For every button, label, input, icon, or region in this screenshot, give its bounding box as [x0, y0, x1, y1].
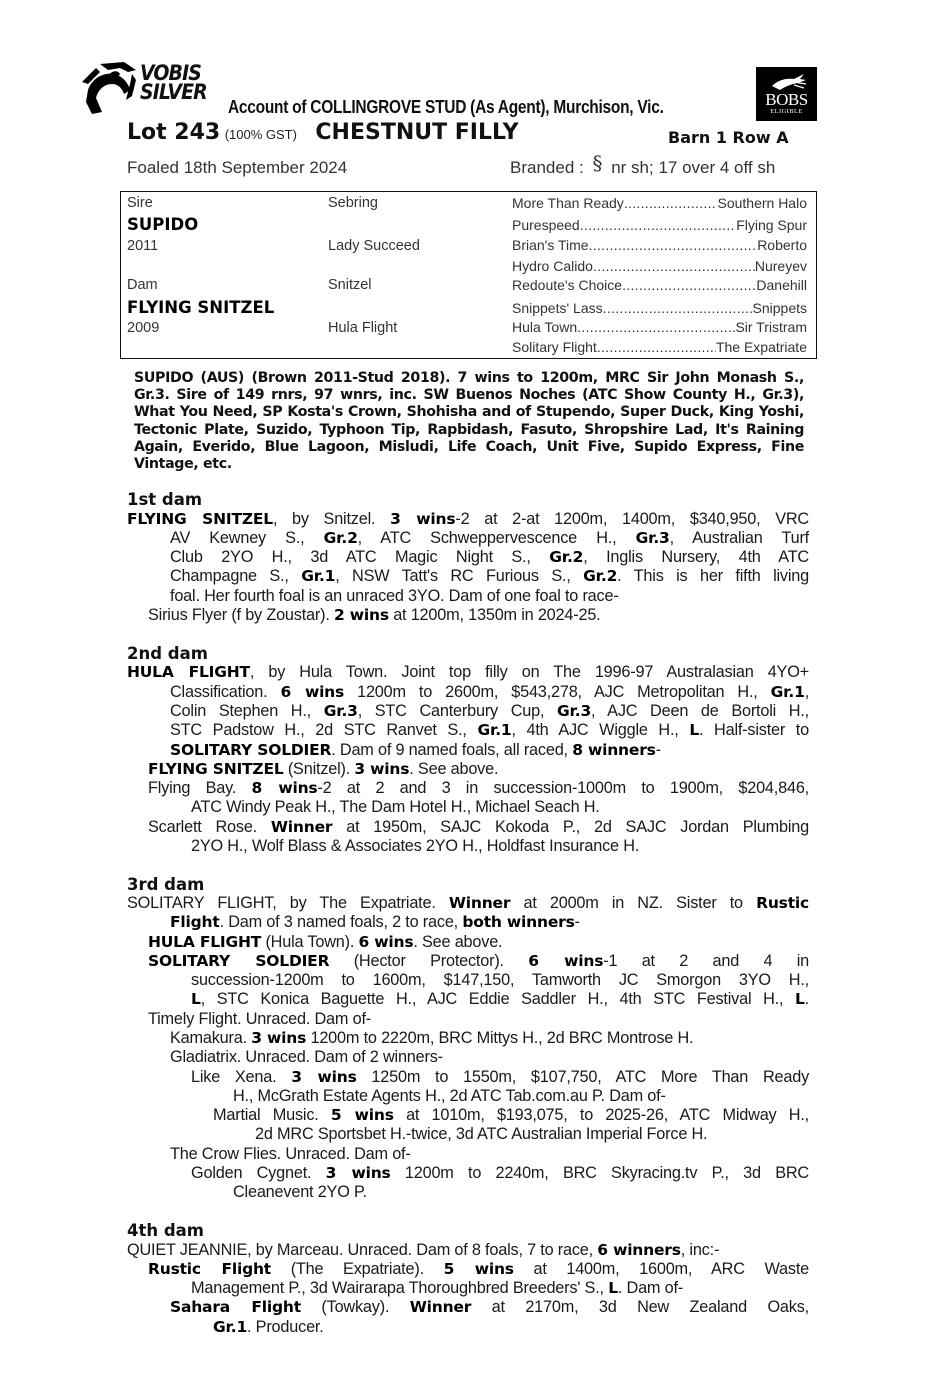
- grandparent-row: [512, 258, 807, 274]
- pedigree-line: Sahara Flight (Towkay). Winner at 2170m, 3d New Zealand Oaks,: [170, 1298, 809, 1316]
- brand-line-2: SILVER: [140, 80, 207, 104]
- dam-dam: Hula Flight: [328, 320, 398, 336]
- gg-right: Roberto: [757, 237, 807, 253]
- first-dam-heading: 1st dam: [127, 490, 203, 509]
- jockey-horse-icon: [78, 60, 140, 116]
- sire-name: SUPIDO: [127, 215, 199, 234]
- dam-label: Dam: [127, 277, 158, 293]
- gg-right: The Expatriate: [715, 339, 807, 355]
- barn-location: Barn 1 Row A: [668, 128, 789, 147]
- grandparent-row: [512, 195, 807, 211]
- pedigree-line: Gr.1. Producer.: [213, 1318, 324, 1336]
- pedigree-line: QUIET JEANNIE, by Marceau. Unraced. Dam of 8 foals, 7 to race, 6 winners, inc:-: [127, 1241, 720, 1259]
- pedigree-line: HULA FLIGHT (Hula Town). 6 wins. See above.: [148, 933, 503, 951]
- horse-description: CHESTNUT FILLY: [315, 120, 519, 145]
- sire-dam: Lady Succeed: [328, 238, 420, 254]
- pedigree-line: Flying Bay. 8 wins-2 at 2 and 3 in succession-1000m to 1900m, $204,846,: [148, 779, 809, 797]
- leader-dots: [577, 319, 735, 335]
- brand-line-1: VOBIS: [140, 61, 201, 85]
- lot-title-line: [127, 120, 519, 145]
- bobs-text: BOBS: [765, 90, 808, 109]
- branded-value: nr sh; 17 over 4 off sh: [611, 158, 776, 177]
- gg-left: Brian's Time: [512, 237, 589, 253]
- grandparent-row: [512, 300, 807, 316]
- third-dam-heading: 3rd dam: [127, 875, 205, 894]
- gg-left: Snippets' Lass: [512, 300, 603, 316]
- dam-sire: Snitzel: [328, 277, 372, 293]
- pedigree-line: succession-1200m to 1600m, $147,150, Tamworth JC Smorgon 3YO H.,: [191, 971, 809, 989]
- foaled-date: Foaled 18th September 2024: [127, 158, 348, 177]
- running-horse-icon: [768, 70, 808, 92]
- pedigree-line: foal. Her fourth foal is an unraced 3YO. Dam of one foal to race-: [170, 587, 619, 605]
- gst-note: (100% GST): [224, 127, 297, 142]
- pedigree-table: [120, 191, 817, 359]
- vendor-account: Account of COLLINGROVE STUD (As Agent), Murchison, Vic.: [228, 97, 664, 117]
- sire-sire: Sebring: [328, 195, 378, 211]
- pedigree-line: Rustic Flight (The Expatriate). 5 wins at 1400m, 1600m, ARC Waste: [148, 1260, 810, 1278]
- pedigree-line: Club 2YO H., 3d ATC Magic Night S., Gr.2, Inglis Nursery, 4th ATC: [170, 548, 809, 566]
- grandparent-row: [512, 339, 807, 355]
- pedigree-line: H., McGrath Estate Agents H., 2d ATC Tab.com.au P. Dam of-: [233, 1087, 666, 1105]
- pedigree-line: FLYING SNITZEL, by Snitzel. 3 wins-2 at 2-at 1200m, 1400m, $340,950, VRC: [127, 510, 809, 528]
- branded-info: [510, 151, 776, 178]
- gg-left: Hula Town: [512, 319, 578, 335]
- gg-right: Flying Spur: [736, 217, 807, 233]
- pedigree-line: Sirius Flyer (f by Zoustar). 2 wins at 1200m, 1350m in 2024-25.: [148, 606, 601, 624]
- pedigree-line: Golden Cygnet. 3 wins 1200m to 2240m, BRC Skyracing.tv P., 3d BRC: [191, 1164, 809, 1182]
- vobis-silver-wordmark: [140, 61, 207, 104]
- gg-right: Sir Tristram: [735, 319, 807, 335]
- eligible-text: ELIGIBLE: [770, 108, 803, 115]
- pedigree-line: SOLITARY FLIGHT, by The Expatriate. Winner at 2000m in NZ. Sister to Rustic: [127, 894, 809, 912]
- pedigree-line: Like Xena. 3 wins 1250m to 1550m, $107,750, ATC More Than Ready: [191, 1068, 810, 1086]
- gg-right: Southern Halo: [717, 195, 807, 211]
- pedigree-line: FLYING SNITZEL (Snitzel). 3 wins. See above.: [148, 760, 499, 778]
- pedigree-line: Champagne S., Gr.1, NSW Tatt's RC Furious S., Gr.2. This is her fifth living: [170, 567, 810, 585]
- pedigree-line: ATC Windy Peak H., The Dam Hotel H., Michael Seach H.: [191, 798, 600, 816]
- bobs-eligible-badge: [756, 67, 817, 121]
- pedigree-line: 2YO H., Wolf Blass & Associates 2YO H., Holdfast Insurance H.: [191, 837, 640, 855]
- gg-left: Redoute's Choice: [512, 277, 623, 293]
- sire-label: Sire: [127, 195, 153, 211]
- gg-right: Danehill: [756, 277, 807, 293]
- lot-number: Lot 243: [127, 120, 221, 145]
- leader-dots: [589, 237, 758, 253]
- gg-right: Nureyev: [754, 258, 807, 274]
- brand-symbol-icon: §: [592, 151, 603, 175]
- leader-dots: [622, 277, 756, 293]
- leader-dots: [580, 217, 736, 233]
- pedigree-line: Timely Flight. Unraced. Dam of-: [148, 1010, 372, 1028]
- pedigree-line: The Crow Flies. Unraced. Dam of-: [170, 1145, 411, 1163]
- grandparent-row: [512, 319, 807, 335]
- pedigree-line: Kamakura. 3 wins 1200m to 2220m, BRC Mittys H., 2d BRC Montrose H.: [170, 1029, 694, 1047]
- pedigree-line: Colin Stephen H., Gr.3, STC Canterbury Cup, Gr.3, AJC Deen de Bortoli H.,: [170, 702, 809, 720]
- branded-label: Branded :: [510, 158, 584, 177]
- gg-left: Purespeed: [512, 217, 580, 233]
- leader-dots: [597, 339, 716, 355]
- pedigree-line: L, STC Konica Baguette H., AJC Eddie Saddler H., 4th STC Festival H., L.: [191, 990, 809, 1008]
- sire-year: 2011: [127, 238, 159, 254]
- grandparent-row: [512, 277, 807, 293]
- leader-dots: [624, 195, 718, 211]
- gg-left: Hydro Calido: [512, 258, 593, 274]
- dam-name: FLYING SNITZEL: [127, 298, 275, 317]
- pedigree-line: AV Kewney S., Gr.2, ATC Schweppervescence H., Gr.3, Australian Turf: [170, 529, 809, 547]
- dam-year: 2009: [127, 320, 160, 336]
- pedigree-line: Classification. 6 wins 1200m to 2600m, $543,278, AJC Metropolitan H., Gr.1,: [170, 683, 810, 701]
- pedigree-line: Flight. Dam of 3 named foals, 2 to race, both winners-: [170, 913, 580, 931]
- pedigree-line: STC Padstow H., 2d STC Ranvet S., Gr.1, 4th AJC Wiggle H., L. Half-sister to: [170, 721, 809, 739]
- pedigree-line: SOLITARY SOLDIER. Dam of 9 named foals, all raced, 8 winners-: [170, 741, 661, 759]
- gg-left: Solitary Flight: [512, 339, 597, 355]
- sire-summary: SUPIDO (AUS) (Brown 2011-Stud 2018). 7 wins to 1200m, MRC Sir John Monash S., Gr.3. Sire of 149 rnrs, 97 wnrs, inc. SW Buenos Noches (ATC Show County H., Gr.3), What You Need, SP Kosta's Crown, Shohisha and of Stupendo, Super Duck, King Yoshi, Tectonic Plate, Suzido, Typhoon Tip, Rapbidash, Fasuto, Shropshire Lad, It's Raining Again, Everido, Blue Lagoon, Misludi, Life Coach, Unit Five, Supido Express, Fine Vintage, etc.: [134, 370, 804, 473]
- pedigree-line: Scarlett Rose. Winner at 1950m, SAJC Kokoda P., 2d SAJC Jordan Plumbing: [148, 818, 810, 836]
- pedigree-line: Martial Music. 5 wins at 1010m, $193,075, to 2025-26, ATC Midway H.,: [213, 1106, 809, 1124]
- grandparent-row: [512, 237, 807, 253]
- pedigree-line: 2d MRC Sportsbet H.-twice, 3d ATC Australian Imperial Force H.: [255, 1125, 708, 1143]
- gg-right: Snippets: [752, 300, 807, 316]
- pedigree-line: Cleanevent 2YO P.: [233, 1183, 367, 1201]
- pedigree-line: Gladiatrix. Unraced. Dam of 2 winners-: [170, 1048, 443, 1066]
- fourth-dam-heading: 4th dam: [127, 1221, 204, 1240]
- pedigree-line: Management P., 3d Wairarapa Thoroughbred Breeders' S., L. Dam of-: [191, 1279, 684, 1297]
- gg-left: More Than Ready: [512, 195, 624, 211]
- pedigree-line: HULA FLIGHT, by Hula Town. Joint top filly on The 1996-97 Australasian 4YO+: [127, 663, 809, 681]
- leader-dots: [593, 258, 755, 274]
- second-dam-heading: 2nd dam: [127, 644, 208, 663]
- pedigree-line: SOLITARY SOLDIER (Hector Protector). 6 wins-1 at 2 and 4 in: [148, 952, 810, 970]
- leader-dots: [603, 300, 753, 316]
- grandparent-row: [512, 217, 807, 233]
